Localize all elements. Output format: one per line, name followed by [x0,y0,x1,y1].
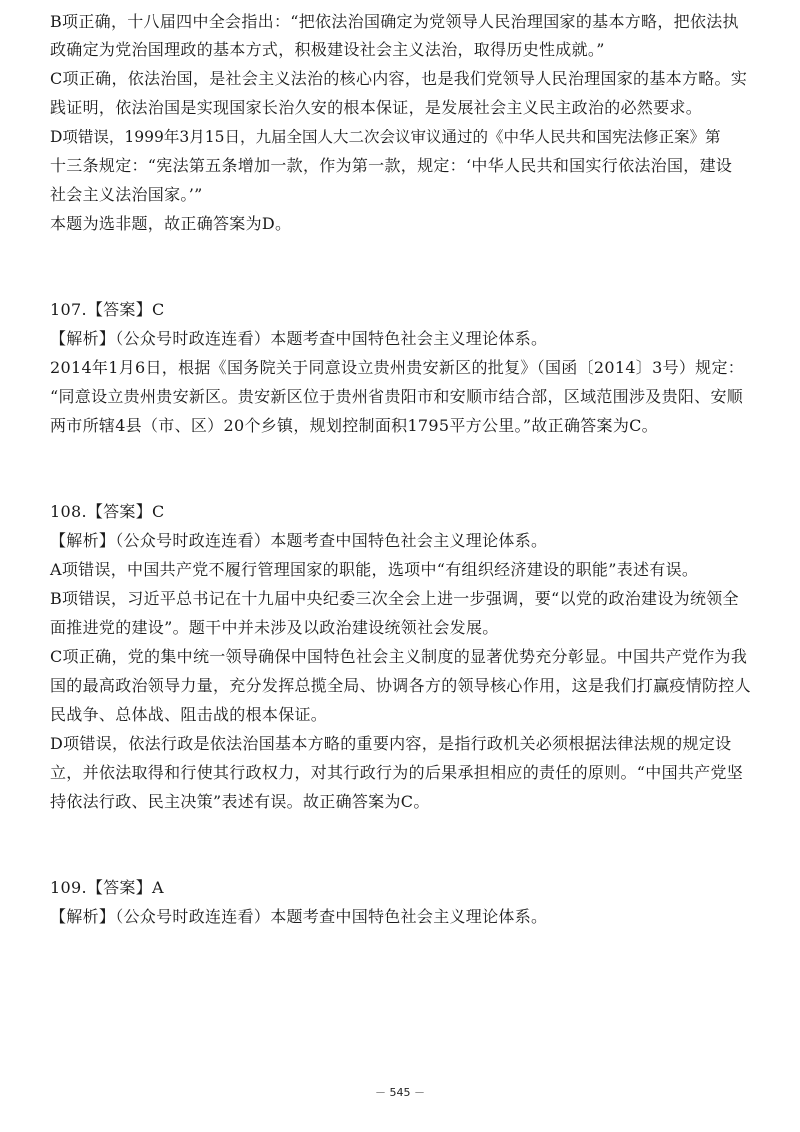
paragraph-line: C项正确，依法治国，是社会主义法治的核心内容，也是我们党领导人民治理国家的基本方略。实 [50,69,748,88]
paragraph-line: B项正确，十八届四中全会指出：“把依法治国确定为党领导人民治理国家的基本方略，把依法执 [50,12,739,31]
paragraph-line: B项错误，习近平总书记在十九届中央纪委三次全会上进一步强调，要“以党的政治建设为统领全 [50,589,739,608]
paragraph-line: 社会主义法治国家。’” [50,185,203,204]
paragraph-line: 2014年1月6日，根据《国务院关于同意设立贵州贵安新区的批复》（国函〔2014〕3号）规定： [50,358,745,377]
analysis-line: 【解析】（公众号时政连连看）本题考查中国特色社会主义理论体系。 [50,907,548,926]
paragraph-line: “同意设立贵州贵安新区。贵安新区位于贵州省贵阳市和安顺市结合部，区域范围涉及贵阳、安顺 [50,387,744,406]
paragraph-line: 践证明，依法治国是实现国家长治久安的根本保证，是发展社会主义民主政治的必然要求。 [50,98,703,117]
paragraph-line: 十三条规定：“宪法第五条增加一款，作为第一款，规定：‘中华人民共和国实行依法治国，建设 [50,156,733,175]
paragraph-line: A项错误，中国共产党不履行管理国家的职能，选项中“有组织经济建设的职能”表述有误。 [50,560,699,579]
paragraph-line: D项错误，1999年3月15日，九届全国人大二次会议审议通过的《中华人民共和国宪法修正案》第 [50,128,721,146]
page-number: － 545 － [375,1086,425,1099]
paragraph-line: 面推进党的建设”。题干中并未涉及以政治建设统领社会发展。 [50,618,499,637]
paragraph-line: C项正确，党的集中统一领导确保中国特色社会主义制度的显著优势充分彰显。中国共产党作为我 [50,647,748,666]
paragraph-line: 本题为选非题，故正确答案为D。 [50,214,292,233]
paragraph-line: 持依法行政、民主决策”表述有误。故正确答案为C。 [50,792,430,811]
paragraph-line: D项错误，依法行政是依法治国基本方略的重要内容，是指行政机关必须根据法律法规的规定设 [50,734,732,753]
answer-heading: 108.【答案】C [50,502,165,521]
paragraph-line: 民战争、总体战、阻击战的根本保证。 [50,705,328,724]
paragraph-line: 两市所辖4县（市、区）20个乡镇，规划控制面积1795平方公里。”故正确答案为C。 [50,416,658,435]
answer-heading: 109.【答案】A [50,878,164,897]
answer-heading: 107.【答案】C [50,300,165,319]
paragraph-line: 立，并依法取得和行使其行政权力，对其行政行为的后果承担相应的责任的原则。“中国共产党坚 [50,763,744,782]
analysis-line: 【解析】（公众号时政连连看）本题考查中国特色社会主义理论体系。 [50,531,548,550]
analysis-line: 【解析】（公众号时政连连看）本题考查中国特色社会主义理论体系。 [50,329,548,348]
paragraph-line: 政确定为党治国理政的基本方式，积极建设社会主义法治，取得历史性成就。” [50,40,605,59]
paragraph-line: 国的最高政治领导力量，充分发挥总揽全局、协调各方的领导核心作用，这是我们打赢疫情防控人 [50,676,751,695]
